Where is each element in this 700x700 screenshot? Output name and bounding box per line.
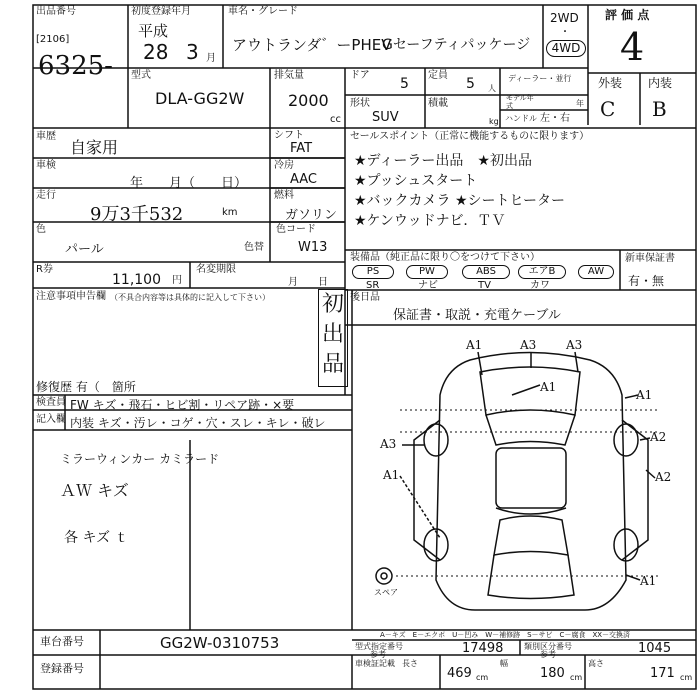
damage-mark-right-mirror: A1	[636, 388, 653, 402]
width-label: 幅	[500, 659, 508, 668]
stamp-char-3: 品	[321, 352, 344, 377]
class-value: 1045	[638, 641, 672, 656]
model-value: DLA-GG2W	[155, 89, 245, 108]
color-label: 色	[36, 224, 46, 235]
capacity-unit: 人	[488, 84, 496, 93]
length-unit: cm	[476, 673, 489, 682]
recycle-value: 11,100	[112, 272, 161, 288]
drive-dot: ・	[560, 27, 570, 38]
chassis-value: GG2W-0310753	[160, 634, 280, 652]
reg-month: 3	[186, 40, 199, 64]
sales-point-1: ★ディーラー出品 ★初出品	[354, 153, 532, 169]
drive-2wd: 2WD	[550, 11, 579, 25]
dealer-label: ディーラー・並行	[508, 74, 572, 83]
tax-label: 名変期限	[196, 264, 236, 275]
equip-airbag: エアB	[518, 265, 566, 279]
cc-unit: cc	[330, 114, 341, 125]
damage-mark-front-left: A1	[466, 338, 483, 352]
equip-sr: SR	[366, 280, 380, 291]
class-ref: 参考	[540, 650, 556, 659]
color-code-value: W13	[298, 240, 328, 255]
width-value: 180	[540, 666, 565, 681]
spare-label: スペア	[374, 588, 398, 597]
type-cert-label: 型式指定番号	[355, 642, 403, 651]
height-label: 高さ	[588, 659, 604, 668]
length-value: 469	[447, 666, 472, 681]
equip-pw: PW	[406, 265, 448, 279]
exterior-grade: C	[600, 97, 616, 121]
tax-value: 月 日	[288, 277, 328, 288]
inspector-label-2: 記入欄	[36, 414, 66, 425]
color-value: パール	[65, 242, 104, 257]
interior-label: 内装	[648, 76, 673, 90]
displacement-value: 2000	[288, 91, 329, 110]
displacement-label: 排気量	[274, 70, 304, 81]
recycle-label: R券	[36, 264, 53, 275]
model-year-label: モデル年式	[506, 94, 534, 110]
handle-label: ハンドル	[505, 114, 537, 123]
score: 4	[620, 25, 645, 69]
height-unit: cm	[680, 673, 693, 682]
damage-mark-rear-right: A1	[640, 574, 657, 588]
width-unit: cm	[570, 673, 583, 682]
handle-value: 左・右	[540, 113, 570, 124]
name-label: 車名・グレード	[228, 6, 298, 17]
fuel-value: ガソリン	[285, 208, 338, 223]
type-cert-value: 17498	[462, 641, 504, 656]
sales-point-4: ★ケンウッドナビ．ＴＶ	[354, 213, 506, 229]
inspector-label-1: 検査員	[36, 397, 66, 408]
equip-ps: PS	[352, 265, 394, 279]
mileage-value: 9万3千532	[90, 204, 184, 225]
reg-year: 28	[143, 40, 169, 64]
equip-aw: AW	[578, 265, 614, 279]
repair-history: 修復歴 有（ 箇所	[36, 380, 136, 394]
model-label: 型式	[131, 70, 151, 81]
body-label: 形状	[350, 98, 370, 109]
month-unit: 月	[206, 53, 216, 64]
stamp-char-1: 初	[321, 292, 344, 317]
warranty-title: 新車保証書	[625, 253, 675, 264]
vehicle-grade: Gセーフティパッケージ	[382, 37, 531, 53]
inspection-label: 車検	[36, 160, 56, 171]
handwritten-note-3: 各 キズ ｔ	[64, 530, 129, 546]
inspector-row-1: FW キズ・飛石・ヒビ割・リペア跡・×要	[70, 398, 295, 412]
equip-leather: カワ	[530, 280, 550, 291]
fuel-label: 燃料	[274, 190, 294, 201]
sales-title: セールスポイント（正常に機能するものに限ります）	[350, 131, 590, 142]
capacity-value: 5	[466, 76, 475, 92]
sales-point-2: ★プッシュスタート	[354, 173, 478, 189]
height-value: 171	[650, 666, 675, 681]
interior-grade: B	[652, 97, 667, 121]
equip-abs: ABS	[462, 265, 510, 279]
vehicle-name: アウトランダ゛ーPHEV	[232, 36, 392, 54]
equipment-title: 装備品（純正品に限り〇をつけて下さい）	[350, 252, 540, 263]
capacity-label: 定員	[428, 70, 448, 81]
inspection-value: 年 月（ 日）	[130, 176, 248, 191]
exterior-label: 外装	[598, 76, 623, 90]
handwritten-note-2: ＡＷ キズ	[60, 481, 129, 500]
stamp-char-2: 出	[321, 322, 344, 347]
first-reg-label: 初度登録年月	[131, 6, 191, 17]
class-label: 類別区分番号	[524, 642, 572, 651]
sales-point-3: ★バックカメラ ★シートヒーター	[354, 193, 565, 209]
usage-value: 自家用	[70, 138, 119, 157]
notes-label: 注意事項申告欄	[36, 291, 106, 302]
doors-value: 5	[400, 76, 409, 92]
type-cert-ref: 参考	[370, 650, 386, 659]
damage-legend: A－キズ E－エクボ U－凹み W－補修跡 S－サビ C－腐食 XX－交換済	[380, 631, 631, 639]
damage-mark-left-fender: A3	[380, 437, 397, 451]
damage-mark-front-right: A3	[566, 338, 583, 352]
warranty-value: 有・無	[628, 274, 665, 288]
notes-sub: （不具合内容等は具体的に記入して下さい）	[110, 293, 270, 302]
ac-value: AAC	[290, 172, 317, 187]
load-unit: kg	[489, 117, 499, 126]
color-change-label: 色替	[244, 242, 264, 253]
equip-tv: TV	[478, 280, 491, 291]
damage-mark-hood: A1	[540, 380, 557, 394]
shift-label: シフト	[274, 130, 304, 141]
inspector-row-2: 内装 キズ・汚レ・コゲ・穴・スレ・キレ・破レ	[70, 416, 326, 430]
era: 平成	[138, 22, 169, 40]
later-label: 後日品	[350, 292, 380, 303]
model-year-unit: 年	[576, 99, 584, 108]
chassis-label: 車台番号	[40, 635, 84, 648]
lot-number: 6325-	[38, 51, 113, 81]
lot-label: 出品番号	[36, 6, 76, 17]
damage-mark-left-door: A1	[383, 468, 400, 482]
equip-navi: ナビ	[418, 280, 438, 291]
mileage-label: 走行	[36, 190, 56, 201]
ac-label: 冷房	[274, 160, 294, 171]
dims-label: 車検証記載	[355, 659, 395, 668]
length-label: 長さ	[402, 659, 418, 668]
recycle-unit: 円	[172, 275, 182, 286]
drive-4wd: 4WD	[546, 40, 586, 57]
doors-label: ドア	[350, 70, 370, 81]
damage-mark-right-door: A2	[655, 470, 672, 484]
score-label: 評 価 点	[605, 8, 650, 22]
lot-sub: [2106]	[36, 34, 70, 45]
usage-label: 車歴	[36, 131, 56, 142]
damage-mark-right-fender: A2	[650, 430, 667, 444]
damage-mark-front-center: A3	[520, 338, 537, 352]
color-code-label: 色コード	[276, 224, 316, 235]
shift-value: FAT	[290, 141, 313, 156]
handwritten-note-1: ミラーウィンカー カミラード	[60, 452, 220, 466]
reg-label: 登録番号	[40, 662, 84, 675]
km-unit: km	[222, 207, 238, 218]
body-value: SUV	[372, 110, 399, 125]
load-label: 積載	[428, 98, 448, 109]
later-value: 保証書・取説・充電ケーブル	[393, 308, 561, 323]
